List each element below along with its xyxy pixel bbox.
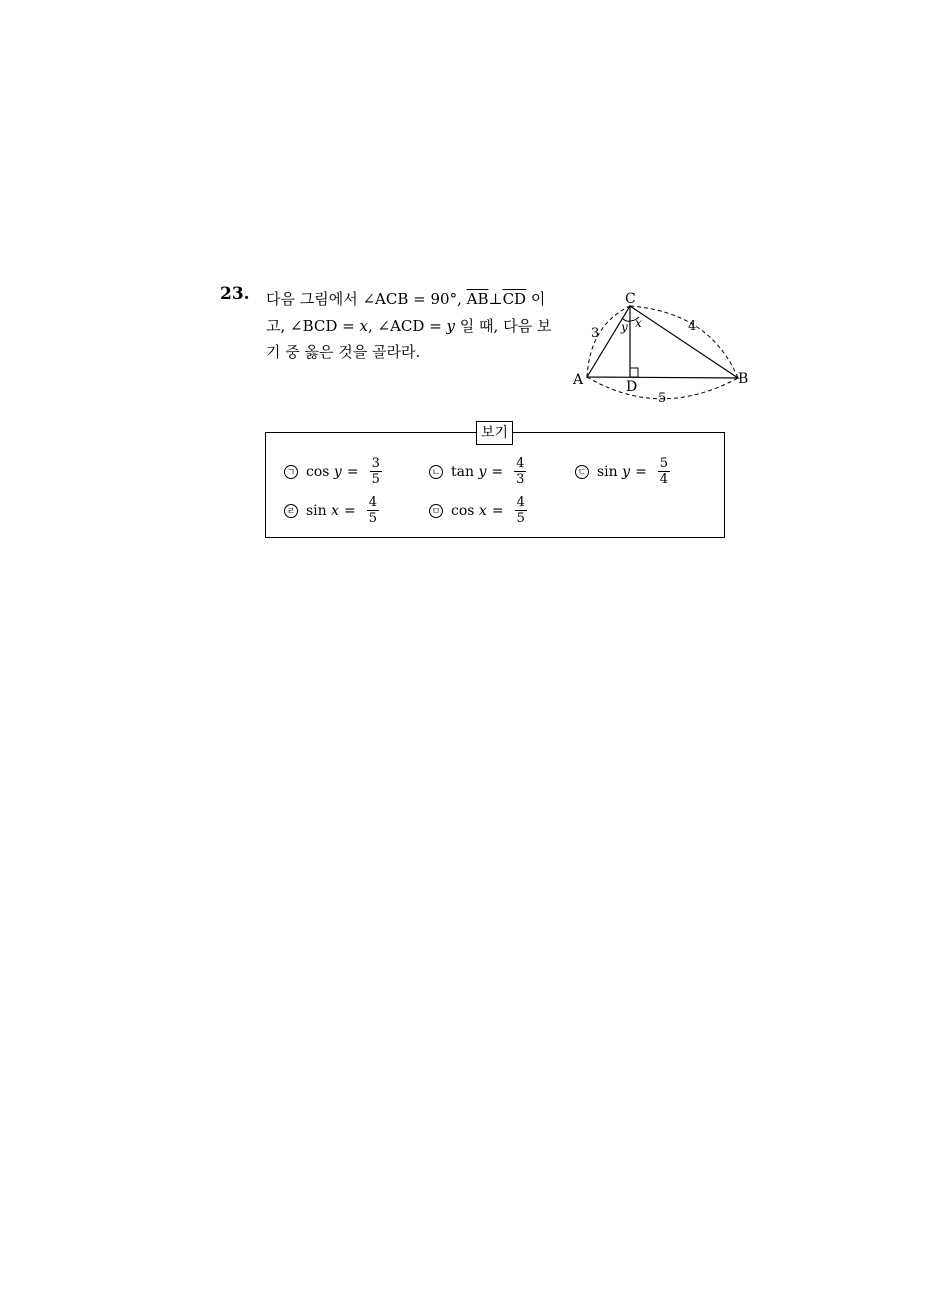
- option-fraction: [514, 456, 526, 487]
- segment-cd: $\overline{CD}$: [502, 290, 527, 308]
- option-fraction: [367, 495, 379, 526]
- var-y: y: [446, 316, 456, 335]
- option-var: y: [333, 463, 342, 480]
- option-fraction: [370, 456, 382, 487]
- option-numerator: 4: [368, 495, 378, 510]
- option-marker: ㄷ: [575, 465, 589, 479]
- option-numerator: 5: [659, 456, 669, 471]
- label-c: C: [625, 291, 636, 307]
- option-var: y: [622, 463, 631, 480]
- option-func: sin: [306, 502, 327, 519]
- perp-symbol: ⊥: [488, 290, 503, 308]
- triangle-figure: [570, 290, 760, 410]
- label-d: D: [626, 379, 638, 395]
- option-1[interactable]: ㄱ cos y = $\frac{3}{5}$: [284, 456, 382, 487]
- question-text: [266, 286, 556, 366]
- question-line-1: [266, 286, 556, 313]
- segment-ab: $\overline{AB}$: [466, 290, 489, 308]
- option-var: x: [331, 502, 340, 519]
- right-angle-mark: [630, 368, 638, 377]
- option-var: y: [478, 463, 487, 480]
- question-line-2-text-a: 고, ∠BCD =: [266, 316, 360, 335]
- question-line-3: 기 중 옳은 것을 골라라.: [266, 343, 421, 361]
- label-side-ac: 3: [591, 326, 600, 341]
- question-line-2: [266, 313, 556, 340]
- option-2[interactable]: ㄴ tan y = $\frac{4}{3}$: [429, 456, 526, 487]
- option-5[interactable]: ㅁ cos x = $\frac{4}{5}$: [429, 495, 527, 526]
- question-line-2-text-b: , ∠ACD =: [367, 316, 447, 335]
- options-box-label: 보기: [476, 421, 513, 445]
- option-func: cos: [306, 463, 330, 480]
- option-numerator: 4: [516, 456, 525, 471]
- question-line-1-end: 이: [530, 290, 546, 308]
- option-marker: ㄹ: [284, 504, 298, 518]
- option-fraction: [658, 456, 670, 487]
- label-angle-x: x: [635, 316, 642, 330]
- option-numerator: 4: [516, 495, 525, 510]
- label-angle-y: y: [621, 320, 628, 334]
- option-denominator: 3: [516, 472, 525, 487]
- option-var: x: [478, 502, 487, 519]
- label-b: B: [738, 371, 749, 387]
- option-denominator: 5: [371, 472, 380, 487]
- label-side-ab: 5: [658, 391, 667, 406]
- option-marker: ㅁ: [429, 504, 443, 518]
- option-denominator: 5: [368, 511, 378, 526]
- option-3[interactable]: ㄷ sin y = $\frac{5}{4}$: [575, 456, 670, 487]
- question-line-1-text: 다음 그림에서 ∠ACB = 90°,: [266, 290, 467, 308]
- label-side-bc: 4: [688, 319, 697, 334]
- question-line-2-text-c: 일 때, 다음 보: [459, 316, 552, 335]
- question-number: 23.: [220, 284, 250, 304]
- option-4[interactable]: ㄹ sin x = $\frac{4}{5}$: [284, 495, 379, 526]
- option-marker: ㄱ: [284, 465, 298, 479]
- var-x: x: [359, 316, 368, 335]
- option-denominator: 5: [516, 511, 525, 526]
- option-fraction: [515, 495, 527, 526]
- option-denominator: 4: [659, 472, 669, 487]
- label-a: A: [573, 372, 584, 388]
- option-func: cos: [451, 502, 475, 519]
- option-numerator: 3: [371, 456, 380, 471]
- option-marker: ㄴ: [429, 465, 443, 479]
- option-func: tan: [451, 463, 474, 480]
- option-func: sin: [597, 463, 618, 480]
